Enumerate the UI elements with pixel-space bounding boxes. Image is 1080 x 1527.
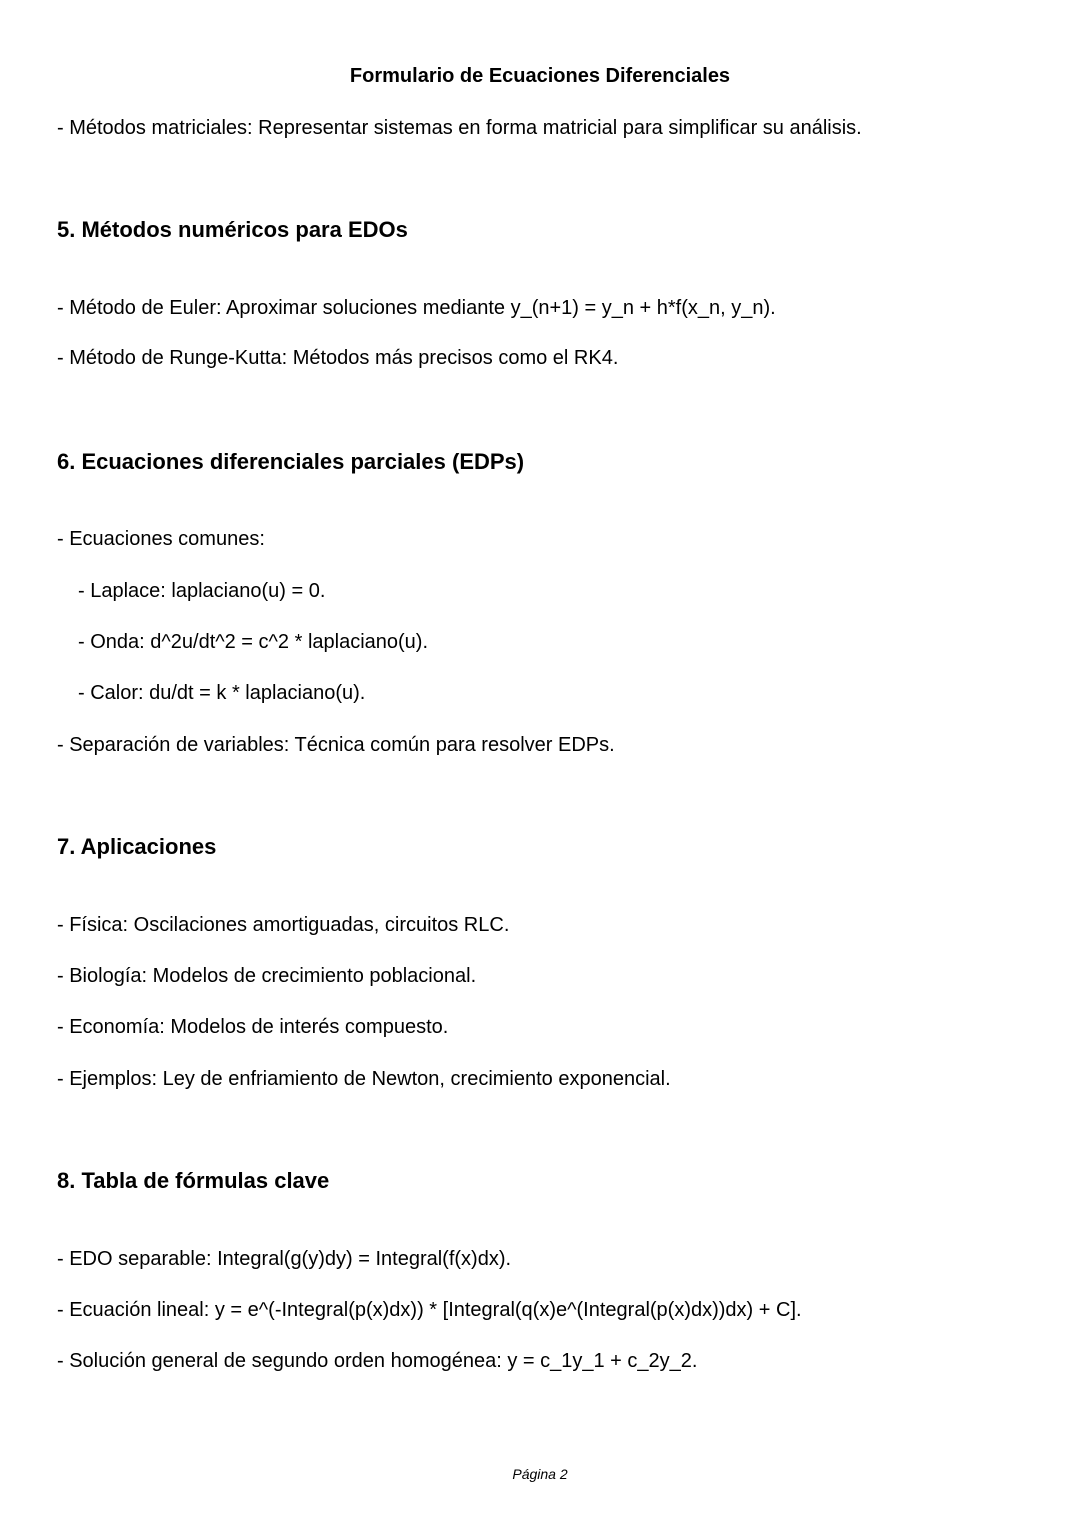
page-number: Página 2 — [512, 1466, 568, 1482]
list-item: - EDO separable: Integral(g(y)dy) = Integral(f(x)dx). — [57, 1248, 512, 1270]
document-title: Formulario de Ecuaciones Diferenciales — [349, 65, 731, 87]
list-subitem: - Calor: du/dt = k * laplaciano(u). — [78, 682, 366, 704]
section-heading: 8. Tabla de fórmulas clave — [57, 1168, 330, 1193]
list-item: - Ecuaciones comunes: — [57, 528, 265, 550]
list-subitem: - Laplace: laplaciano(u) = 0. — [78, 580, 326, 602]
section-heading: 5. Métodos numéricos para EDOs — [57, 217, 408, 242]
list-subitem: - Onda: d^2u/dt^2 = c^2 * laplaciano(u). — [78, 631, 429, 653]
list-item: - Física: Oscilaciones amortiguadas, circuitos RLC. — [57, 914, 510, 936]
list-item: - Ejemplos: Ley de enfriamiento de Newton, crecimiento exponencial. — [57, 1068, 671, 1090]
list-item: - Separación de variables: Técnica común para resolver EDPs. — [57, 734, 615, 756]
list-item: - Biología: Modelos de crecimiento poblacional. — [57, 965, 477, 987]
section-heading: 7. Aplicaciones — [57, 834, 217, 859]
list-item: - Método de Runge-Kutta: Métodos más precisos como el RK4. — [57, 347, 619, 369]
list-item: - Solución general de segundo orden homogénea: y = c_1y_1 + c_2y_2. — [57, 1350, 698, 1372]
list-item: - Método de Euler: Aproximar soluciones mediante y_(n+1) = y_n + h*f(x_n, y_n). — [57, 297, 776, 319]
list-item: - Economía: Modelos de interés compuesto. — [57, 1016, 449, 1038]
section-heading: 6. Ecuaciones diferenciales parciales (EDPs) — [57, 449, 525, 474]
list-item: - Métodos matriciales: Representar sistemas en forma matricial para simplificar su análisis. — [57, 117, 862, 139]
list-item: - Ecuación lineal: y = e^(-Integral(p(x)dx)) * [Integral(q(x)e^(Integral(p(x)dx))dx) + C]. — [57, 1299, 802, 1321]
